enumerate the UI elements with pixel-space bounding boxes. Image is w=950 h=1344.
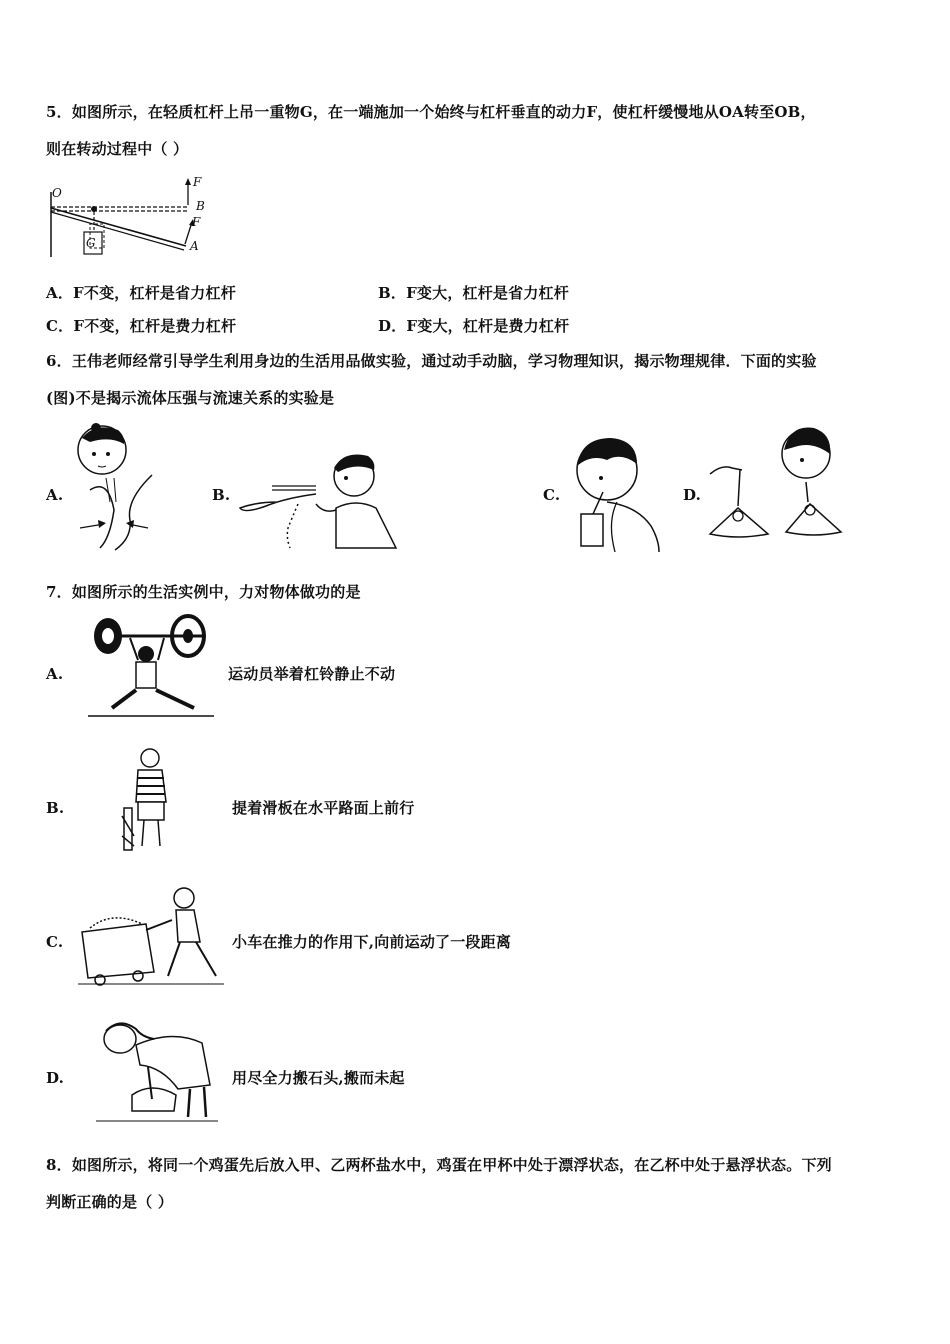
q6-figure-b-paper-strip xyxy=(236,448,401,553)
q7-option-b-label: B. xyxy=(46,799,65,817)
q7-figure-d-lifting-stone xyxy=(92,1015,222,1127)
q7-option-c-label: C. xyxy=(46,933,64,951)
q5-option-b: B．F变大，杠杆是省力杠杆 xyxy=(378,284,569,302)
q6-option-b-label: B. xyxy=(212,486,231,504)
q7-option-d-label: D. xyxy=(46,1069,65,1087)
label-o: O xyxy=(52,186,62,200)
q6-option-c-label: C. xyxy=(543,486,561,504)
q5-stem-line1: 5．如图所示，在轻质杠杆上吊一重物G，在一端施加一个始终与杠杆垂直的动力F，使杠杆缓慢地从OA转至OB， xyxy=(46,103,816,121)
q6-figure-d-funnel-ball xyxy=(706,424,856,549)
q6-option-d-label: D. xyxy=(683,486,702,504)
q5-option-a: A．F不变，杠杆是省力杠杆 xyxy=(46,284,236,302)
q7-figure-c-pushing-cart xyxy=(76,880,226,988)
q7-option-c-text: 小车在推力的作用下,向前运动了一段距离 xyxy=(232,933,512,951)
q7-option-a-text: 运动员举着杠铃静止不动 xyxy=(228,665,396,683)
q5-option-c: C．F不变，杠杆是费力杠杆 xyxy=(46,317,237,335)
q6-figure-a-paper-blowing xyxy=(70,420,155,555)
q7-option-d-text: 用尽全力搬石头,搬而未起 xyxy=(232,1069,405,1087)
q6-stem-line2: (图)不是揭示流体压强与流速关系的实验是 xyxy=(46,389,335,407)
q8-stem-line1: 8．如图所示，将同一个鸡蛋先后放入甲、乙两杯盐水中，鸡蛋在甲杯中处于漂浮状态，在乙杯中处于悬浮状态。下列 xyxy=(46,1156,832,1174)
q7-option-a-label: A. xyxy=(46,665,64,683)
q6-stem-line1: 6．王伟老师经常引导学生利用身边的生活用品做实验，通过动手动脑，学习物理知识，揭示物理规律．下面的实验 xyxy=(46,352,817,370)
q7-option-b-text: 提着滑板在水平路面上前行 xyxy=(232,799,415,817)
label-a: A xyxy=(190,239,199,253)
label-g: G xyxy=(86,236,96,250)
q7-figure-a-weightlifter xyxy=(84,608,219,723)
q6-option-a-label: A. xyxy=(46,486,64,504)
label-f-top: F xyxy=(193,175,202,189)
label-b: B xyxy=(196,199,205,213)
label-f-bottom: F xyxy=(192,215,201,229)
q5-stem-line2: 则在转动过程中（ ） xyxy=(46,140,189,158)
q7-figure-b-boy-skateboard xyxy=(118,746,178,856)
q5-option-d: D．F变大，杠杆是费力杠杆 xyxy=(378,317,570,335)
lever-diagram xyxy=(44,172,214,262)
q6-figure-c-straw-drinking xyxy=(567,430,667,555)
q8-stem-line2: 判断正确的是（ ） xyxy=(46,1193,174,1211)
q7-stem: 7．如图所示的生活实例中，力对物体做功的是 xyxy=(46,583,361,601)
